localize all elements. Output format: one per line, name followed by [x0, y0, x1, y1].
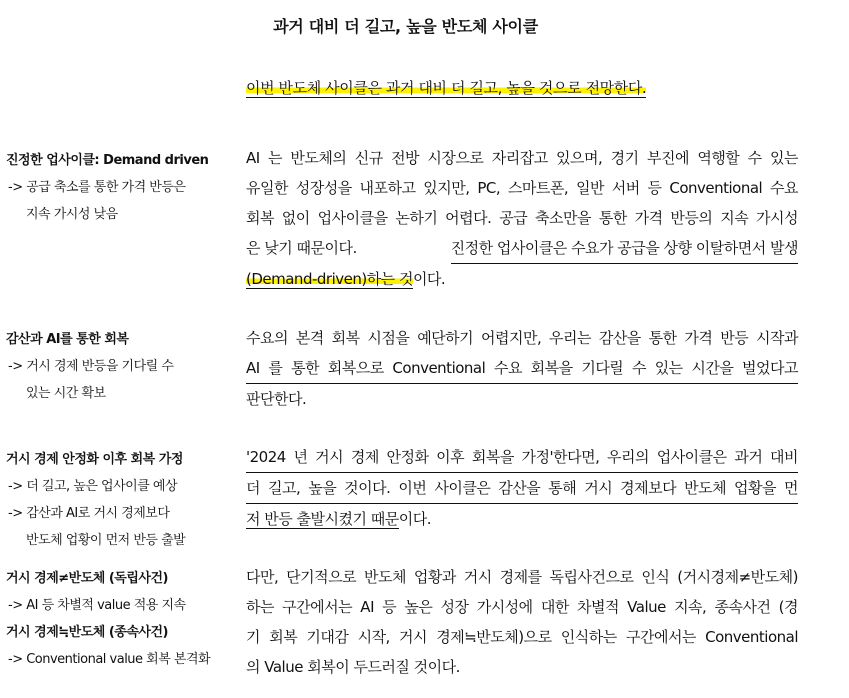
- side-heading: 거시 경제 안정화 이후 회복 가정: [6, 452, 183, 467]
- side-note-3: [6, 446, 231, 554]
- emphasis-text: 저 반등 출발시켰기 때문: [246, 510, 399, 528]
- paragraph-line: 기 회복 기대감 시작, 거시 경제≒반도체)으로 인식하는 구간에서는 Conventional: [246, 628, 798, 646]
- emphasis-line: 더 길고, 높을 것이다. 이번 사이클은 감산을 통해 거시 경제보다 반도체 업황을 먼: [246, 473, 798, 504]
- side-heading: 감산과 AI를 통한 회복: [6, 332, 129, 347]
- paragraph-text: 은 낮기 때문이다.: [246, 239, 357, 257]
- side-bullet: -> 더 길고, 높은 업사이클 예상: [8, 479, 178, 494]
- side-bullet: -> 감산과 AI로 거시 경제보다: [8, 506, 170, 521]
- side-heading: 거시 경제≠반도체 (독립사건): [6, 571, 168, 586]
- emphasis-line: AI 를 통한 회복으로 Conventional 수요 회복을 기다릴 수 있는 시간을 벌었다고: [246, 353, 798, 384]
- side-heading-2: 거시 경제≒반도체 (종속사건): [6, 625, 168, 640]
- paragraph-2: [246, 323, 798, 414]
- side-bullet-cont: 지속 가시성 낮음: [26, 207, 118, 222]
- paragraph-text: 이다.: [412, 270, 446, 288]
- page-title: 과거 대비 더 길고, 높을 반도체 사이클: [273, 17, 538, 36]
- paragraph-line: 판단한다.: [246, 390, 307, 408]
- paragraph-line: 수요의 본격 회복 시점을 예단하기 어렵지만, 우리는 감산을 통한 가격 반등 시작과: [246, 329, 798, 347]
- paragraph-text: 이다.: [398, 510, 431, 528]
- side-note-4: [6, 565, 231, 673]
- paragraph-line: 유일한 성장성을 내포하고 있지만, PC, 스마트폰, 일반 서버 등 Conventional 수요: [246, 179, 798, 197]
- emphasis-line: '2024 년 거시 경제 안정화 이후 회복을 가정'한다면, 우리의 업사이클은 과거 대비: [246, 442, 798, 473]
- paragraph-line: [246, 264, 798, 294]
- paragraph-line: 다만, 단기적으로 반도체 업황과 거시 경제를 독립사건으로 인식 (거시경제≠반도체): [246, 568, 798, 586]
- side-bullet: -> 거시 경제 반등을 기다릴 수: [8, 359, 174, 374]
- paragraph-4: [246, 562, 798, 682]
- paragraph-line: [246, 233, 798, 264]
- emphasis-text: 진정한 업사이클은 수요가 공급을 상향 이탈하면서 발생: [451, 233, 798, 264]
- paragraph-line: 의 Value 회복이 두드러질 것이다.: [246, 658, 460, 676]
- side-bullet: -> AI 등 차별적 value 적용 지속: [8, 598, 186, 613]
- paragraph-line: 회복 없이 업사이클을 논하기 어렵다. 공급 축소만을 통한 가격 반등의 지속 가시성: [246, 209, 798, 227]
- emphasis-text: (Demand-driven)하는 것: [246, 270, 413, 288]
- side-bullet-cont: 반도체 업황이 먼저 반등 출발: [26, 533, 186, 548]
- paragraph-line: 하는 구간에서는 AI 등 높은 성장 가시성에 대한 차별적 Value 지속, 종속사건 (경: [246, 598, 798, 616]
- side-bullet: -> Conventional value 회복 본격화: [8, 652, 211, 667]
- paragraph-line: [246, 504, 798, 534]
- side-note-1: [6, 147, 231, 228]
- side-bullet-cont: 있는 시간 확보: [26, 386, 106, 401]
- summary-text: 이번 반도체 사이클은 과거 대비 더 길고, 높을 것으로 전망한다.: [246, 79, 647, 97]
- side-bullet: -> 공급 축소를 통한 가격 반등은: [8, 180, 186, 195]
- side-heading: 진정한 업사이클: Demand driven: [6, 153, 209, 168]
- paragraph-line: AI 는 반도체의 신규 전방 시장으로 자리잡고 있으며, 경기 부진에 역행할 수 있는: [246, 149, 798, 167]
- side-note-2: [6, 326, 231, 407]
- paragraph-3: [246, 442, 798, 534]
- summary-line: [246, 77, 646, 98]
- paragraph-1: [246, 143, 798, 294]
